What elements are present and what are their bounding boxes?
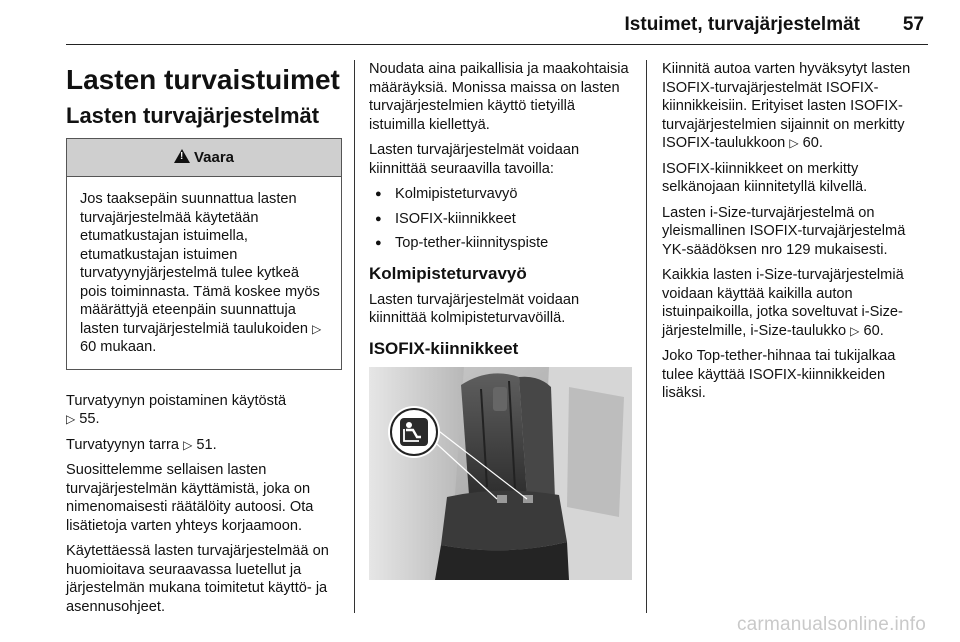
- page-ref: 60.: [802, 135, 823, 151]
- paragraph: Käytettäessä lasten turvajärjestelmää on huomioitava seuraavassa luetellut ja järjestelmän mukana toimitetut käyttö- ja asennusohjeet.: [66, 543, 329, 615]
- paragraph: Noudata aina paikallisia ja maakohtaisia määräyksiä. Monissa maissa on lasten turvajärjestelmien käyttö tietyillä istuimilla kiellettyä.: [369, 61, 629, 133]
- subheading: Kolmipisteturvavyö: [369, 263, 527, 283]
- paragraph-text: Kiinnitä autoa varten hyväksytyt lasten ISOFIX-turvajärjestelmät ISOFIX-kiinnikkeisiin. Erityiset lasten ISOFIX-turvajärjestelmien sijainnit on merkitty ISOFIX-taulukkoon: [662, 61, 911, 151]
- paragraph: Lasten turvajärjestelmät voidaan kiinnittää seuraavilla tavoilla:: [369, 142, 580, 177]
- list-item: ● Top-tether-kiinnityspiste: [369, 234, 633, 253]
- page-ref: 51.: [196, 436, 217, 453]
- paragraph: [66, 392, 342, 429]
- paragraph: ISOFIX-kiinnikkeet on merkitty selkänojaan kiinnitetyllä kilvellä.: [662, 160, 868, 195]
- page-ref-arrow-icon: ▷: [183, 437, 193, 452]
- isofix-seat-photo: [369, 367, 632, 580]
- paragraph: Suosittelemme sellaisen lasten turvajärjestelmän käyttämistä, joka on nimenomaisesti räätälöity autoosi. Ota lisätietoja varten yhteys korjaamoon.: [66, 462, 314, 534]
- warning-page-ref: 60 mukaan.: [80, 339, 157, 355]
- page-ref-arrow-icon: ▷: [312, 321, 322, 336]
- paragraph: Lasten turvajärjestelmät voidaan kiinnittää kolmipisteturvavöillä.: [369, 291, 580, 326]
- paragraph: [662, 266, 930, 340]
- running-header-title: Istuimet, turvajärjestelmät: [624, 14, 860, 35]
- section-heading: Lasten turvaistuimet: [66, 64, 340, 95]
- column-2: [369, 60, 633, 366]
- column-3: [662, 60, 930, 410]
- warning-triangle-icon: !: [174, 149, 190, 163]
- warning-box: [66, 138, 342, 370]
- paragraph-text: Turvatyynyn poistaminen käytöstä: [66, 392, 287, 409]
- page-ref-arrow-icon: ▷: [789, 136, 799, 150]
- warning-body: [67, 177, 341, 369]
- warning-label: Vaara: [193, 149, 235, 166]
- column-divider-left: [354, 60, 355, 613]
- page-ref-arrow-icon: ▷: [850, 323, 860, 338]
- paragraph: [66, 436, 342, 455]
- warning-header: [67, 139, 341, 177]
- list-item: ● Kolmipisteturvavyö: [369, 185, 633, 204]
- list-item: ● ISOFIX-kiinnikkeet: [369, 210, 633, 229]
- column-1: [66, 60, 342, 623]
- paragraph-text: Turvatyynyn tarra: [66, 436, 180, 453]
- page-ref: 55.: [79, 411, 100, 427]
- page-number: 57: [902, 14, 924, 35]
- column-divider-right: [646, 60, 647, 613]
- page-ref-arrow-icon: ▷: [66, 412, 76, 426]
- paragraph: Lasten i-Size-turvajärjestelmä on yleismallinen ISOFIX-turvajärjestelmä YK-säädöksen nro 129 mukaisesti.: [662, 204, 906, 258]
- page-ref: 60.: [863, 322, 884, 339]
- header-rule: [66, 44, 928, 45]
- subsection-heading: Lasten turvajärjestelmät: [66, 103, 320, 128]
- paragraph-text: Kaikkia lasten i-Size-turvajärjestelmiä voidaan käyttää kaikilla auton istuinpaikoilla, jotka soveltuvat i-Size-järjestelmille, i-Size-taulukko: [662, 267, 904, 339]
- bullet-list: [369, 185, 633, 253]
- watermark-url: carmanualsonline.info: [736, 614, 926, 635]
- warning-text: Jos taaksepäin suunnattua lasten turvajärjestelmää käytetään etumatkustajan istuimella, etumatkustajan istuimen turvatyynyjärjestelmä tulee kytkeä pois toiminnasta. Tämä koskee myös määrättyjä eteenpäin suunnattuja lasten turvajärjestelmiä taulukoiden: [80, 191, 320, 337]
- subheading: ISOFIX-kiinnikkeet: [369, 338, 519, 358]
- paragraph: Joko Top-tether-hihnaa tai tukijalkaa tulee käyttää ISOFIX-kiinnikkeiden lisäksi.: [662, 348, 896, 401]
- paragraph: [662, 60, 930, 153]
